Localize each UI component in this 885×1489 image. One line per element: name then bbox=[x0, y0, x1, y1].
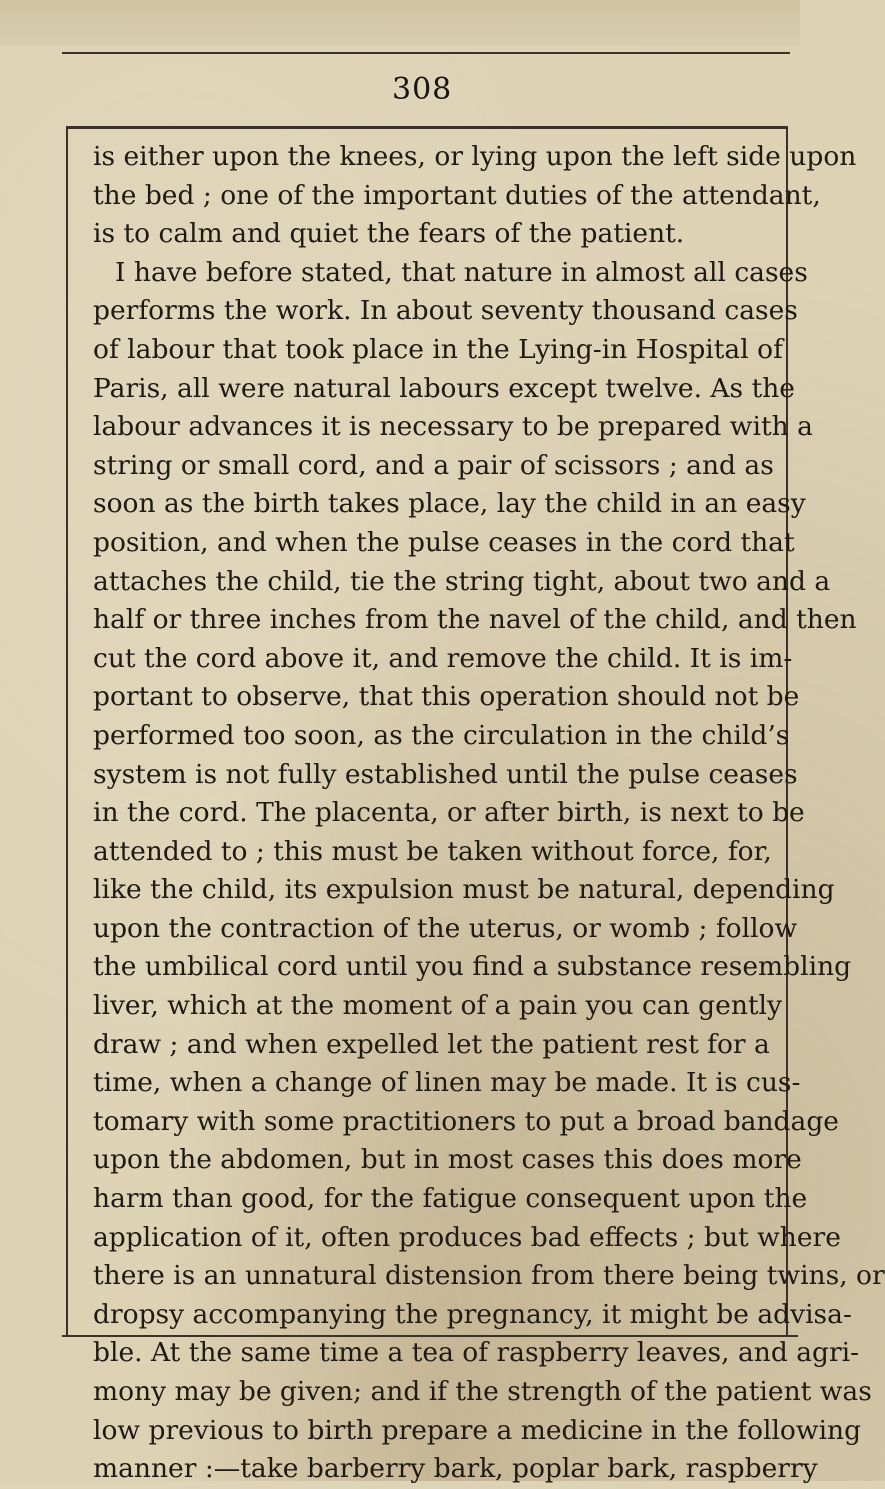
text-line: low previous to birth prepare a medicine in the following bbox=[93, 1414, 862, 1446]
text-line: application of it, often produces bad effects ; but where bbox=[93, 1221, 841, 1253]
text-line: is to calm and quiet the fears of the patient. bbox=[93, 218, 685, 250]
text-line: is either upon the knees, or lying upon the left side upon bbox=[93, 141, 857, 172]
text-line: half or three inches from the navel of the child, and then bbox=[93, 604, 857, 636]
body-text bbox=[93, 138, 885, 1489]
text-line: mony may be given; and if the strength of the patient was bbox=[93, 1376, 872, 1407]
text-frame-left-rule bbox=[66, 128, 68, 1335]
text-line: performed too soon, as the circulation in the child’s bbox=[93, 719, 790, 751]
text-line: attaches the child, tie the string tight, about two and a bbox=[93, 565, 831, 597]
text-line: upon the abdomen, but in most cases this does more bbox=[93, 1144, 802, 1176]
text-frame-top-rule bbox=[66, 126, 788, 129]
text-frame-bottom-rule bbox=[62, 1335, 798, 1337]
text-line: dropsy accompanying the pregnancy, it might be advisa- bbox=[93, 1298, 852, 1330]
text-line: the bed ; one of the important duties of the attendant, bbox=[93, 179, 821, 211]
text-line: draw ; and when expelled let the patient rest for a bbox=[93, 1028, 770, 1060]
text-line: cut the cord above it, and remove the child. It is im- bbox=[93, 642, 793, 674]
text-line: attended to ; this must be taken without force, for, bbox=[93, 835, 772, 867]
text-line: Paris, all were natural labours except twelve. As the bbox=[93, 372, 795, 404]
text-line: the umbilical cord until you find a substance resembling bbox=[93, 951, 852, 983]
text-line: portant to observe, that this operation should not be bbox=[93, 681, 800, 713]
text-line: there is an unnatural distension from there being twins, or bbox=[93, 1260, 885, 1292]
text-line: soon as the birth takes place, lay the child in an easy bbox=[93, 488, 806, 520]
text-line: ble. At the same time a tea of raspberry leaves, and agri- bbox=[93, 1337, 860, 1369]
text-line: manner :—take barberry bark, poplar bark, raspberry bbox=[93, 1453, 818, 1485]
text-line: like the child, its expulsion must be natural, depending bbox=[93, 874, 835, 906]
text-line: tomary with some practitioners to put a broad bandage bbox=[93, 1105, 839, 1137]
text-line: string or small cord, and a pair of scissors ; and as bbox=[93, 449, 774, 481]
text-line: time, when a change of linen may be made. It is cus- bbox=[93, 1067, 801, 1099]
text-line: harm than good, for the fatigue consequent upon the bbox=[93, 1183, 808, 1215]
text-line: liver, which at the moment of a pain you can gently bbox=[93, 990, 782, 1022]
text-line: position, and when the pulse ceases in the cord that bbox=[93, 526, 795, 558]
text-line: system is not fully established until the pulse ceases bbox=[93, 758, 798, 790]
page-top-edge bbox=[0, 0, 800, 46]
text-line: of labour that took place in the Lying-in Hospital of bbox=[93, 333, 783, 365]
text-line: labour advances it is necessary to be prepared with a bbox=[93, 411, 813, 443]
text-line: upon the contraction of the uterus, or womb ; follow bbox=[93, 912, 798, 944]
text-line: performs the work. In about seventy thousand cases bbox=[93, 295, 798, 327]
header-rule bbox=[62, 52, 790, 54]
text-line: in the cord. The placenta, or after birth, is next to be bbox=[93, 797, 805, 829]
text-line: I have before stated, that nature in almost all cases bbox=[115, 256, 808, 288]
page-number: 308 bbox=[392, 72, 453, 107]
